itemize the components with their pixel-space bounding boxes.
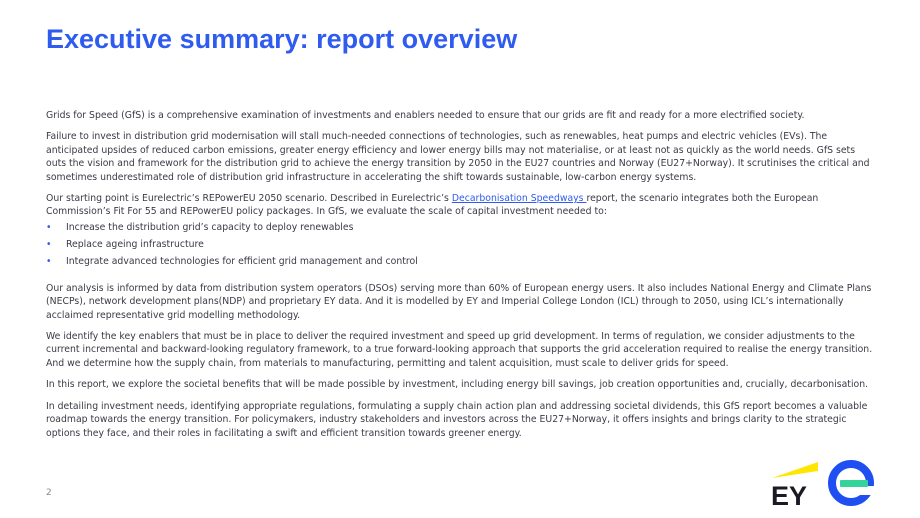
report-body <box>46 109 878 448</box>
bullet-marker: • <box>46 238 52 250</box>
paragraph-benefits: In this report, we explore the societal benefits that will be made possible by investment, including energy bill savings, job creation opportunities and, crucially, decarbonisation. <box>46 379 869 391</box>
list-item-text: Integrate advanced technologies for efficient grid management and control <box>66 255 418 267</box>
bullet-marker: • <box>46 255 52 267</box>
paragraph-analysis: Our analysis is informed by data from distribution system operators (DSOs) serving more than 60% of European energy users. It also includes National Energy and Climate Plans (NECPs), network development plans(NDP) and proprietary EY data. And it is modelled by EY and Imperial College London (ICL) through to 2050, using ICL’s internationally acclaimed representative grid modelling methodology. <box>46 282 872 321</box>
list-item <box>46 236 878 253</box>
page-number: 2 <box>46 488 52 498</box>
bullet-marker: • <box>46 221 52 233</box>
ey-logo-beam <box>772 462 818 478</box>
list-item-text: Replace ageing infrastructure <box>66 238 204 250</box>
ey-logo-icon <box>770 458 828 508</box>
paragraph-starting-point <box>46 192 878 219</box>
list-item-text: Increase the distribution grid’s capacity to deploy renewables <box>66 221 354 233</box>
ey-logo-text: EY <box>771 481 808 508</box>
paragraph-roadmap: In detailing investment needs, identifying appropriate regulations, formulating a supply chain action plan and addressing societal dividends, this GfS report becomes a valuable roadmap towards the energy transition. For policymakers, industry stakeholders and investors across the EU27+Norway, it offers insights and brings clarity to the strategic options they face, and their roles in facilitating a swift and efficient transition towards greener energy. <box>46 400 868 439</box>
investment-goals-list <box>46 219 878 270</box>
list-item <box>46 253 878 270</box>
page-title: Executive summary: report overview <box>46 24 518 54</box>
eurelectric-logo-gap <box>856 486 874 495</box>
decarbonisation-speedways-link[interactable]: Decarbonisation Speedways <box>451 193 587 205</box>
paragraph-starting-point-text-2: report, the scenario integrates both the European Commission’s Fit For 55 and REPowerEU policy packages. In GfS, we evaluate the scale of capital investment needed to: <box>46 193 819 218</box>
paragraph-enablers: We identify the key enablers that must be in place to deliver the required investment and speed up grid development. In terms of regulation, we consider adjustments to the current incremental and backward-looking regulatory framework, to a true forward-looking approach that supports the grid acceleration required to realise the energy transition. And we determine how the supply chain, from materials to manufacturing, permitting and talent acquisition, must scale to deliver grids for speed. <box>46 331 873 369</box>
eurelectric-logo-icon <box>826 458 876 508</box>
paragraph-failure: Failure to invest in distribution grid modernisation will stall much-needed connections of technologies, such as renewables, heat pumps and electric vehicles (EVs). The anticipated upsides of reduced carbon emissions, greater energy efficiency and lower energy bills may not materialise, or at least not as quickly as the world needs. GfS sets outs the vision and framework for the distribution grid to achieve the energy transition by 2050 in the EU27 countries and Norway (EU27+Norway). It scrutinises the critical and sometimes underestimated role of distribution grid infrastructure in accelerating the shift towards sustainable, low-carbon energy systems. <box>46 131 870 183</box>
paragraph-starting-point-text: Our starting point is Eurelectric’s REPowerEU 2050 scenario. Described in Eurelectric’s <box>46 193 452 205</box>
paragraph-intro: Grids for Speed (GfS) is a comprehensive examination of investments and enablers needed to ensure that our grids are fit and ready for a more electrified society. <box>46 110 805 121</box>
list-item <box>46 219 878 236</box>
eurelectric-logo-bar <box>840 480 868 487</box>
